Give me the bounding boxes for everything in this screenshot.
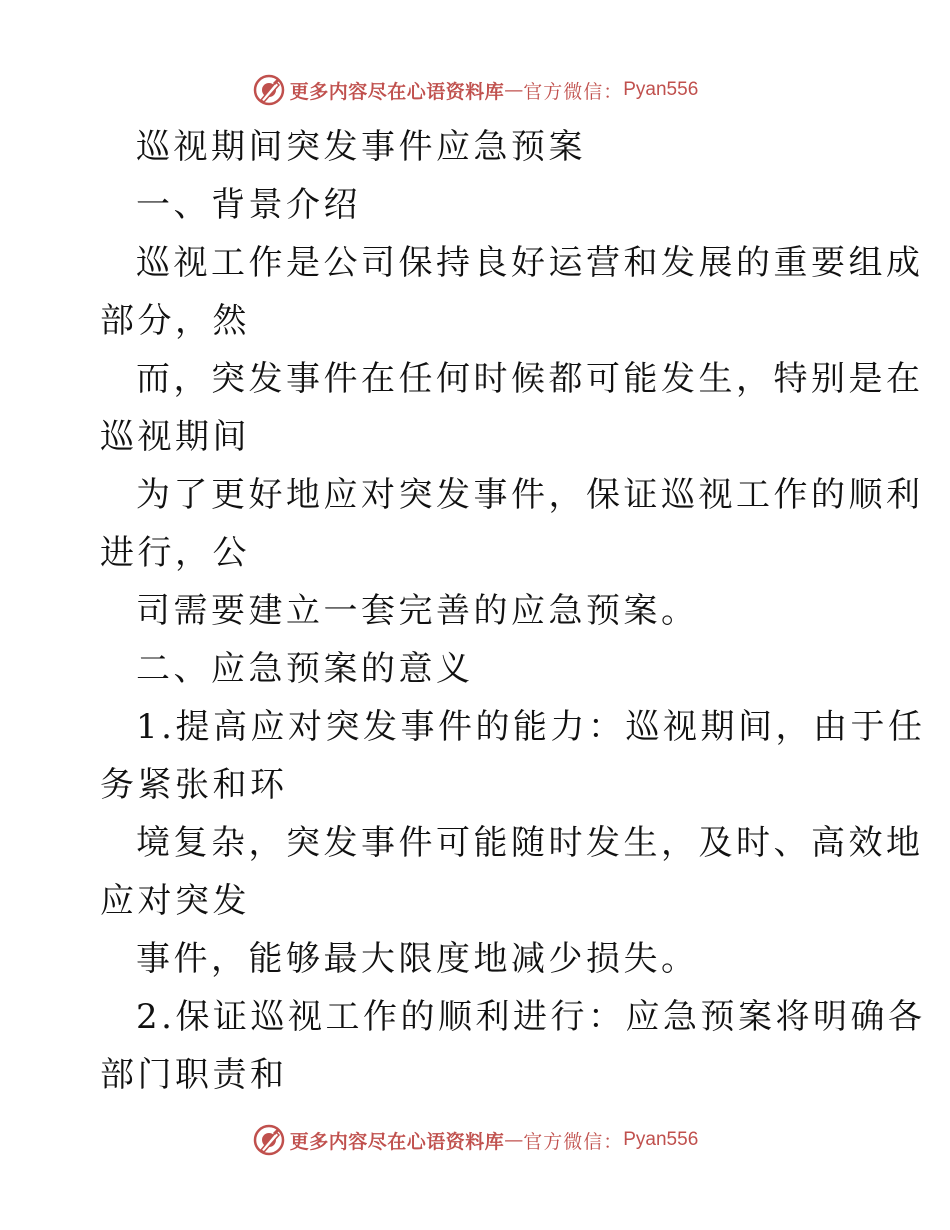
banner-separator: — xyxy=(504,79,524,101)
paragraph-line: 巡视工作是公司保持良好运营和发展的重要组成 xyxy=(136,243,924,283)
paragraph-line: 进行，公 xyxy=(100,533,250,573)
paragraph-line: 而，突发事件在任何时候都可能发生，特别是在 xyxy=(136,359,924,399)
footer-banner xyxy=(0,1120,950,1160)
list-item-line: 应对突发 xyxy=(100,881,250,921)
list-item-line: 2.保证巡视工作的顺利进行：应急预案将明确各 xyxy=(136,997,926,1037)
pen-logo-icon xyxy=(252,1123,286,1157)
document-body xyxy=(100,118,926,1104)
paragraph-line: 为了更好地应对突发事件，保证巡视工作的顺利 xyxy=(136,475,924,515)
pen-logo-icon xyxy=(252,73,286,107)
paragraph-line: 司需要建立一套完善的应急预案。 xyxy=(136,591,699,631)
section-heading: 二、应急预案的意义 xyxy=(136,649,474,689)
banner-wechat-id: Pyan556 xyxy=(623,1129,699,1150)
list-item-line: 事件，能够最大限度地减少损失。 xyxy=(136,939,699,979)
list-item-line: 部门职责和 xyxy=(100,1055,288,1095)
paragraph-line: 部分，然 xyxy=(100,301,250,341)
banner-wechat-label: 官方微信： xyxy=(523,1130,624,1153)
banner-promo-text: 更多内容尽在心语资料库 xyxy=(289,1130,505,1153)
list-item-line: 1.提高应对突发事件的能力：巡视期间，由于任 xyxy=(136,707,926,747)
banner-promo-text: 更多内容尽在心语资料库 xyxy=(289,80,505,103)
paragraph-line: 巡视期间 xyxy=(100,417,250,457)
banner-wechat-id: Pyan556 xyxy=(623,79,699,100)
banner-wechat-label: 官方微信： xyxy=(523,80,624,103)
document-title: 巡视期间突发事件应急预案 xyxy=(136,127,586,167)
section-heading: 一、背景介绍 xyxy=(136,185,361,225)
header-banner xyxy=(0,70,950,110)
banner-separator: — xyxy=(504,1129,524,1151)
list-item-line: 境复杂，突发事件可能随时发生，及时、高效地 xyxy=(136,823,924,863)
list-item-line: 务紧张和环 xyxy=(100,765,288,805)
